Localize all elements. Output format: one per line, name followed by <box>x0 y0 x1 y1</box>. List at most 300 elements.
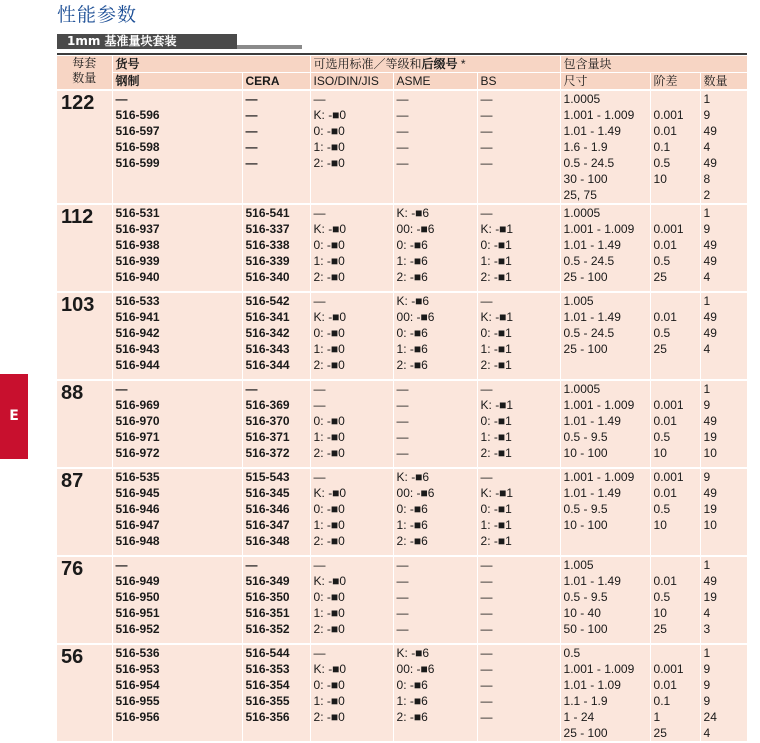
block-step: 0.5 <box>653 430 671 444</box>
block-qty: 4 <box>703 606 711 620</box>
bs-grade-cell <box>477 292 560 380</box>
asme-grade: 2: -■6 <box>396 358 428 372</box>
iso-grade: 2: -■0 <box>313 156 345 170</box>
asme-grade: 00: -■6 <box>396 662 435 676</box>
contents-header: 包含量块 <box>560 56 747 73</box>
cera-part-no: 516-342 <box>245 326 290 340</box>
cera-part-no: 516-349 <box>245 574 290 588</box>
cera-part-no-cell <box>242 644 310 741</box>
steel-part-no: 516-942 <box>115 326 160 340</box>
block-qty-cell <box>700 204 747 292</box>
asme-grade: — <box>396 446 409 460</box>
steel-part-no: 516-952 <box>115 622 160 636</box>
block-step-cell <box>650 380 700 468</box>
asme-grade-cell <box>393 556 477 644</box>
cera-part-no: 516-340 <box>245 270 290 284</box>
block-step <box>654 381 700 397</box>
cera-part-no-cell <box>242 468 310 556</box>
cera-part-no: 516-544 <box>245 646 290 660</box>
block-size-cell <box>560 468 650 556</box>
iso-grade: K: -■0 <box>313 662 347 676</box>
bs-grade: — <box>480 140 493 154</box>
bs-grade: — <box>480 206 493 220</box>
cera-part-no: 516-352 <box>245 622 290 636</box>
set-count: 88 <box>57 380 112 468</box>
asme-grade-cell <box>393 292 477 380</box>
block-step-cell <box>650 204 700 292</box>
bs-grade: K: -■1 <box>480 310 514 324</box>
steel-part-no: 516-596 <box>115 108 160 122</box>
section-label-bar <box>57 34 244 49</box>
block-size: 1.0005 <box>563 92 601 106</box>
bs-grade: K: -■1 <box>480 222 514 236</box>
steel-part-no: — <box>115 92 128 106</box>
size-header: 尺寸 <box>560 73 650 91</box>
block-qty: 49 <box>703 124 717 138</box>
iso-grade: — <box>313 206 326 220</box>
asme-grade: 0: -■6 <box>396 678 428 692</box>
block-size-cell <box>560 380 650 468</box>
bs-grade: 1: -■1 <box>480 430 512 444</box>
bs-grade: 1: -■1 <box>480 518 512 532</box>
block-size: 1.6 - 1.9 <box>563 140 608 154</box>
bs-grade: — <box>480 574 493 588</box>
steel-part-no-cell <box>112 556 242 644</box>
set-group <box>57 556 747 644</box>
block-size: 1.01 - 1.49 <box>563 486 621 500</box>
steel-part-no: 516-945 <box>115 486 160 500</box>
block-step-cell <box>650 90 700 204</box>
block-qty: 9 <box>703 222 711 236</box>
block-size-cell <box>560 644 650 741</box>
cera-part-no: 516-345 <box>245 486 290 500</box>
asme-grade: 00: -■6 <box>396 222 435 236</box>
cera-part-no: 516-356 <box>245 710 290 724</box>
block-size: 30 - 100 <box>563 172 608 186</box>
asme-grade: K: -■6 <box>396 646 430 660</box>
page-title: 性能参数 <box>57 4 138 26</box>
block-step: 0.001 <box>653 662 684 676</box>
bs-grade: — <box>480 294 493 308</box>
block-size: 1.01 - 1.09 <box>563 678 621 692</box>
iso-grade: 2: -■0 <box>313 710 345 724</box>
block-size: 50 - 100 <box>563 622 608 636</box>
steel-part-no-cell <box>112 468 242 556</box>
block-qty: 10 <box>703 446 717 460</box>
block-step <box>654 533 700 549</box>
block-size: 25 - 100 <box>563 726 608 740</box>
block-step: 0.01 <box>653 486 677 500</box>
bs-grade: — <box>480 156 493 170</box>
iso-grade: K: -■0 <box>313 310 347 324</box>
block-size-cell <box>560 292 650 380</box>
table-row <box>57 556 747 644</box>
bs-grade-cell <box>477 204 560 292</box>
cera-part-no: 516-370 <box>245 414 290 428</box>
cera-part-no-cell <box>242 204 310 292</box>
iso-grade-cell <box>310 292 393 380</box>
steel-part-no: 516-948 <box>115 534 160 548</box>
block-size: 1.001 - 1.009 <box>563 662 635 676</box>
block-size: 1 - 24 <box>563 710 595 724</box>
block-size: 0.5 - 9.5 <box>563 430 608 444</box>
block-qty: 19 <box>703 502 717 516</box>
bs-grade: — <box>480 124 493 138</box>
iso-grade: — <box>313 382 326 396</box>
block-qty <box>704 533 747 549</box>
steel-part-no: 516-533 <box>115 294 160 308</box>
block-qty-cell <box>700 380 747 468</box>
set-count: 87 <box>57 468 112 556</box>
iso-grade: 0: -■0 <box>313 502 345 516</box>
block-qty: 1 <box>703 382 711 396</box>
block-step: 10 <box>653 518 667 532</box>
steel-part-no: 516-969 <box>115 398 160 412</box>
block-qty: 8 <box>703 172 711 186</box>
iso-grade: K: -■0 <box>313 108 347 122</box>
iso-grade: — <box>313 294 326 308</box>
asme-grade-cell <box>393 468 477 556</box>
iso-grade: 1: -■0 <box>313 342 345 356</box>
cera-part-no: 516-350 <box>245 590 290 604</box>
bs-grade: — <box>480 558 493 572</box>
block-step: 1 <box>653 710 661 724</box>
block-qty: 1 <box>703 646 711 660</box>
table-row <box>57 468 747 556</box>
steel-part-no: 516-599 <box>115 156 160 170</box>
iso-grade: 1: -■0 <box>313 606 345 620</box>
block-qty: 49 <box>703 254 717 268</box>
block-qty-cell <box>700 556 747 644</box>
asme-grade: — <box>396 92 409 106</box>
block-qty: 49 <box>703 574 717 588</box>
cera-part-no: — <box>245 382 258 396</box>
block-qty-cell <box>700 90 747 204</box>
iso-grade: 1: -■0 <box>313 140 345 154</box>
cera-part-no: 516-343 <box>245 342 290 356</box>
block-step-cell <box>650 556 700 644</box>
block-size: 1.01 - 1.49 <box>563 238 621 252</box>
block-step <box>654 205 700 221</box>
set-count: 76 <box>57 556 112 644</box>
iso-grade: — <box>313 646 326 660</box>
cera-part-no: 516-344 <box>245 358 290 372</box>
block-step <box>654 357 700 373</box>
steel-part-no: 516-937 <box>115 222 160 236</box>
bs-grade: — <box>480 622 493 636</box>
block-size: 1.001 - 1.009 <box>563 470 635 484</box>
bs-grade: 2: -■1 <box>480 358 512 372</box>
cera-part-no: 516-339 <box>245 254 290 268</box>
asme-grade: 0: -■6 <box>396 326 428 340</box>
steel-part-no: 516-953 <box>115 662 160 676</box>
asme-grade: 0: -■6 <box>396 238 428 252</box>
bs-grade: — <box>480 590 493 604</box>
block-step: 0.01 <box>653 238 677 252</box>
block-step: 0.001 <box>653 108 684 122</box>
cera-part-no: 516-371 <box>245 430 290 444</box>
cera-part-no-cell <box>242 292 310 380</box>
block-size: 1.001 - 1.009 <box>563 222 635 236</box>
iso-grade: — <box>313 92 326 106</box>
bs-header: BS <box>477 73 560 91</box>
block-qty <box>704 357 747 373</box>
block-qty: 2 <box>703 188 711 202</box>
table-row <box>57 204 747 292</box>
block-qty: 49 <box>703 486 717 500</box>
iso-grade-cell <box>310 380 393 468</box>
bs-grade: — <box>480 646 493 660</box>
block-size: 1.01 - 1.49 <box>563 124 621 138</box>
section-label: 1mm 基准量块套装 <box>57 34 237 49</box>
iso-grade: K: -■0 <box>313 574 347 588</box>
iso-grade: 1: -■0 <box>313 254 345 268</box>
asme-grade: — <box>396 590 409 604</box>
block-qty: 4 <box>703 342 711 356</box>
steel-part-no: 516-535 <box>115 470 160 484</box>
steel-part-no: 516-598 <box>115 140 160 154</box>
iso-grade: 0: -■0 <box>313 124 345 138</box>
set-count: 56 <box>57 644 112 741</box>
block-size: 25, 75 <box>563 188 597 202</box>
side-tab-e[interactable]: E <box>0 374 28 459</box>
block-step: 0.01 <box>653 678 677 692</box>
iso-grade: 0: -■0 <box>313 678 345 692</box>
cera-part-no: — <box>245 124 258 138</box>
asme-grade: 1: -■6 <box>396 518 428 532</box>
section-bar-accent <box>232 45 302 49</box>
iso-grade: K: -■0 <box>313 486 347 500</box>
block-size: 1.01 - 1.49 <box>563 414 621 428</box>
steel-part-no: 516-597 <box>115 124 160 138</box>
steel-part-no-cell <box>112 292 242 380</box>
block-step: 0.5 <box>653 156 671 170</box>
block-qty: 3 <box>703 622 711 636</box>
block-step <box>654 91 700 107</box>
steel-part-no: — <box>115 382 128 396</box>
steel-header: 钢制 <box>112 73 242 91</box>
asme-grade-cell <box>393 90 477 204</box>
steel-part-no-cell <box>112 90 242 204</box>
step-header: 阶差 <box>650 73 700 91</box>
cera-part-no: 516-346 <box>245 502 290 516</box>
cera-header: CERA <box>242 73 310 91</box>
asme-grade-cell <box>393 204 477 292</box>
block-qty: 9 <box>703 662 711 676</box>
asme-grade: — <box>396 430 409 444</box>
block-step: 25 <box>653 270 667 284</box>
asme-grade: K: -■6 <box>396 294 430 308</box>
steel-part-no: 516-955 <box>115 694 160 708</box>
block-step-cell <box>650 468 700 556</box>
asme-grade: — <box>396 558 409 572</box>
bs-grade: — <box>480 382 493 396</box>
block-size: 0.5 <box>563 646 581 660</box>
block-step: 0.01 <box>653 310 677 324</box>
cera-part-no: 516-542 <box>245 294 290 308</box>
iso-grade: K: -■0 <box>313 222 347 236</box>
set-group <box>57 644 747 741</box>
block-qty: 1 <box>703 206 711 220</box>
block-step <box>654 645 700 661</box>
bs-grade: — <box>480 710 493 724</box>
block-size: 1.005 <box>563 294 594 308</box>
block-step: 0.5 <box>653 254 671 268</box>
block-size: 1.001 - 1.009 <box>563 398 635 412</box>
block-size: 1.01 - 1.49 <box>563 310 621 324</box>
iso-grade-cell <box>310 556 393 644</box>
bs-grade: — <box>480 662 493 676</box>
iso-grade: 0: -■0 <box>313 590 345 604</box>
bs-grade: K: -■1 <box>480 398 514 412</box>
asme-grade-cell <box>393 644 477 741</box>
iso-grade: — <box>313 470 326 484</box>
steel-part-no: 516-939 <box>115 254 160 268</box>
set-group <box>57 292 747 380</box>
set-group <box>57 204 747 292</box>
asme-grade: — <box>396 574 409 588</box>
cera-part-no: — <box>245 558 258 572</box>
block-size: 0.5 - 24.5 <box>563 156 615 170</box>
cera-part-no: 516-347 <box>245 518 290 532</box>
block-step: 10 <box>653 172 667 186</box>
iso-grade: 0: -■0 <box>313 414 345 428</box>
block-qty: 49 <box>703 156 717 170</box>
steel-part-no: 516-943 <box>115 342 160 356</box>
table-row <box>57 292 747 380</box>
block-step: 0.5 <box>653 326 671 340</box>
asme-grade: — <box>396 382 409 396</box>
cera-part-no: 516-341 <box>245 310 290 324</box>
cera-part-no: — <box>245 156 258 170</box>
iso-grade-cell <box>310 644 393 741</box>
block-size: 10 - 40 <box>563 606 601 620</box>
iso-grade: 2: -■0 <box>313 534 345 548</box>
block-qty: 49 <box>703 326 717 340</box>
block-size: 25 - 100 <box>563 342 608 356</box>
cera-part-no: 516-338 <box>245 238 290 252</box>
steel-part-no: 516-944 <box>115 358 160 372</box>
block-step <box>654 557 700 573</box>
block-step: 0.001 <box>653 470 684 484</box>
iso-grade: 1: -■0 <box>313 430 345 444</box>
asme-grade: 2: -■6 <box>396 270 428 284</box>
block-qty-cell <box>700 644 747 741</box>
bs-grade: 2: -■1 <box>480 534 512 548</box>
standard-header: 可选用标准／等级和后缀号 * <box>310 56 560 73</box>
block-size <box>564 533 650 549</box>
bs-grade: 0: -■1 <box>480 502 512 516</box>
header-rule <box>57 53 747 55</box>
steel-part-no: 516-536 <box>115 646 160 660</box>
cera-part-no: 516-369 <box>245 398 290 412</box>
asme-header: ASME <box>393 73 477 91</box>
bs-grade-cell <box>477 380 560 468</box>
steel-part-no: 516-970 <box>115 414 160 428</box>
block-qty-cell <box>700 292 747 380</box>
bs-grade: 2: -■1 <box>480 446 512 460</box>
asme-grade: 1: -■6 <box>396 342 428 356</box>
steel-part-no: 516-946 <box>115 502 160 516</box>
block-qty: 1 <box>703 558 711 572</box>
asme-grade: — <box>396 622 409 636</box>
block-step: 0.001 <box>653 222 684 236</box>
block-qty: 49 <box>703 414 717 428</box>
block-size-cell <box>560 556 650 644</box>
bs-grade-cell <box>477 468 560 556</box>
cera-part-no-cell <box>242 90 310 204</box>
asme-grade: 2: -■6 <box>396 534 428 548</box>
steel-part-no: 516-938 <box>115 238 160 252</box>
cera-part-no-cell <box>242 380 310 468</box>
block-qty: 49 <box>703 310 717 324</box>
steel-part-no: 516-949 <box>115 574 160 588</box>
block-step: 0.1 <box>653 140 671 154</box>
asme-grade: — <box>396 140 409 154</box>
cera-part-no: 516-348 <box>245 534 290 548</box>
block-qty: 9 <box>703 470 711 484</box>
asme-grade: K: -■6 <box>396 206 430 220</box>
asme-grade: — <box>396 124 409 138</box>
steel-part-no: 516-956 <box>115 710 160 724</box>
block-qty: 4 <box>703 140 711 154</box>
cera-part-no: — <box>245 140 258 154</box>
set-count: 103 <box>57 292 112 380</box>
bs-grade: 0: -■1 <box>480 326 512 340</box>
block-size: 1.0005 <box>563 382 601 396</box>
block-step: 0.001 <box>653 398 684 412</box>
bs-grade: 0: -■1 <box>480 238 512 252</box>
asme-grade: — <box>396 414 409 428</box>
bs-grade: K: -■1 <box>480 486 514 500</box>
set-group <box>57 468 747 556</box>
asme-grade: 00: -■6 <box>396 310 435 324</box>
steel-part-no: 516-947 <box>115 518 160 532</box>
cera-part-no: 516-354 <box>245 678 290 692</box>
steel-part-no: — <box>115 558 128 572</box>
cera-part-no: — <box>245 108 258 122</box>
bs-grade: — <box>480 606 493 620</box>
block-size: 1.01 - 1.49 <box>563 574 621 588</box>
set-count: 112 <box>57 204 112 292</box>
table-row <box>57 644 747 741</box>
steel-part-no: 516-951 <box>115 606 160 620</box>
cera-part-no: 516-372 <box>245 446 290 460</box>
block-qty: 19 <box>703 430 717 444</box>
block-qty: 49 <box>703 238 717 252</box>
cera-part-no: 516-353 <box>245 662 290 676</box>
bs-grade: 1: -■1 <box>480 254 512 268</box>
cera-part-no: 515-543 <box>245 470 290 484</box>
iso-grade-cell <box>310 204 393 292</box>
block-qty: 9 <box>703 694 711 708</box>
iso-grade-cell <box>310 90 393 204</box>
block-qty: 19 <box>703 590 717 604</box>
asme-grade: 0: -■6 <box>396 502 428 516</box>
bs-grade: — <box>480 694 493 708</box>
asme-grade: — <box>396 156 409 170</box>
steel-part-no: 516-950 <box>115 590 160 604</box>
steel-part-no: 516-941 <box>115 310 160 324</box>
table-row <box>57 380 747 468</box>
block-size-cell <box>560 204 650 292</box>
iso-grade: 1: -■0 <box>313 694 345 708</box>
steel-part-no: 516-940 <box>115 270 160 284</box>
block-qty: 9 <box>703 108 711 122</box>
block-step: 0.5 <box>653 502 671 516</box>
block-size <box>564 357 650 373</box>
set-group <box>57 90 747 204</box>
